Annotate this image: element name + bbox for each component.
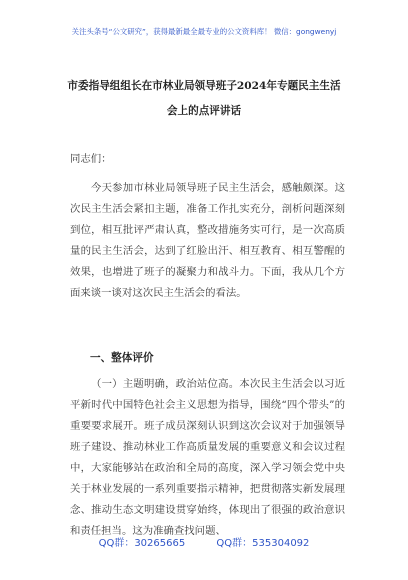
title-line-1: 市委指导组组长在市林业局领导班子2024年专题民主生活: [67, 80, 341, 92]
footer-qq-group-2: QQ群：535304092: [216, 538, 310, 549]
section-paragraph: （一）主题明确，政治站位高。本次民主生活会以习近平新时代中国特色社会主义思想为指导，围绕“四个带头”的重要要求展开。班子成员深刻认识到这次会议对于加强领导班子建设、推动林业工作高质量发展的重要意义和会议过程中，大家能够站在政治和全局的高度，深入学习领会党中央关于林业发展的一系列重要指示精神，把贯彻落实新发展理念、推动生态文明建设贯穿始终，体现出了很强的政治意识和责任担当。这为准确查找问题、: [70, 378, 345, 537]
title-line-2: 会上的点评讲话: [166, 105, 242, 117]
section-paragraph-block: [70, 374, 345, 542]
intro-paragraph: 今天参加市林业局领导班子民主生活会，感触颇深。这次民主生活会紧扣主题，准备工作扎实充分，剖析问题深刻到位，相互批评严肃认真，整改措施务实可行，是一次高质量的民主生活会，达到了红脸出汗、相互教育、相互警醒的效果，也增进了班子的凝聚力和战斗力。下面，我从几个方面来谈一谈对这次民主生活会的看法。: [70, 182, 345, 299]
intro-paragraph-block: [70, 178, 345, 304]
salutation: 同志们：: [70, 153, 112, 165]
footer-contacts: [0, 534, 408, 549]
footer-qq-group-1: QQ群：30265665: [98, 538, 186, 549]
section-heading: 一、整体评价: [90, 352, 154, 364]
document-title: [40, 74, 368, 124]
header-note: 关注头条号“公文研究”，获得最新最全最专业的公文资料库！ 微信：gongwenyj: [71, 27, 337, 36]
